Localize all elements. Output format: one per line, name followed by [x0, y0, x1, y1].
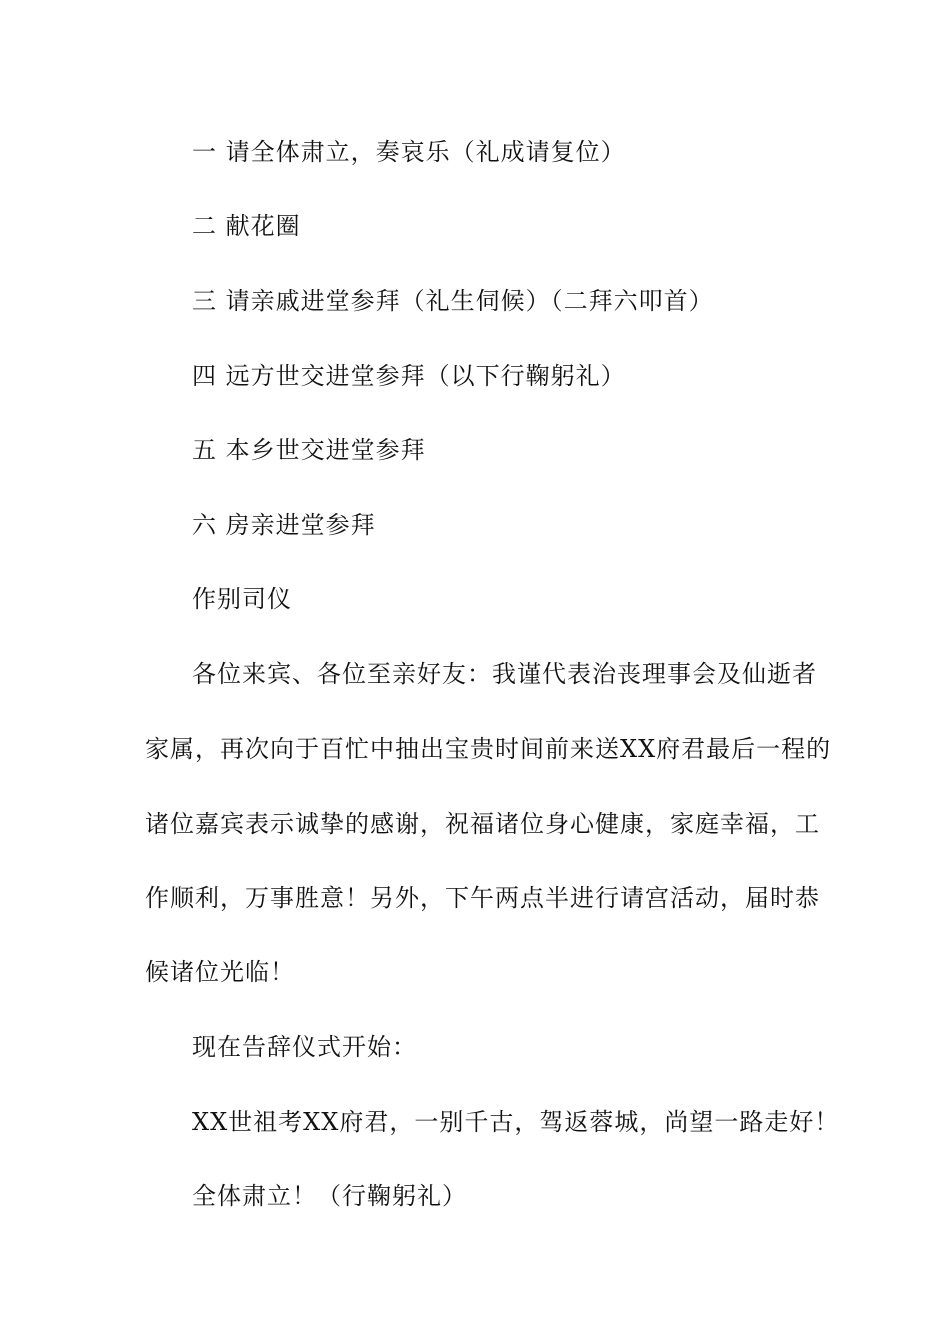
step-4: 四 远方世交进堂参拜（以下行鞠躬礼） — [192, 362, 626, 390]
step-6: 六 房亲进堂参拜 — [192, 511, 376, 539]
paragraph-line: 家属，再次向于百忙中抽出宝贵时间前来送XX府君最后一程的 — [145, 735, 832, 763]
paragraph-line: 各位来宾、各位至亲好友：我谨代表治丧理事会及仙逝者 — [192, 660, 817, 688]
section-heading: 作别司仪 — [192, 585, 292, 613]
final-instruction-line: 全体肃立！（行鞠躬礼） — [192, 1182, 467, 1210]
step-1: 一 请全体肃立，奏哀乐（礼成请复位） — [192, 138, 626, 166]
paragraph-line: 诸位嘉宾表示诚挚的感谢，祝福诸位身心健康，家庭幸福，工 — [145, 810, 820, 838]
farewell-line: XX世祖考XX府君，一别千古，驾返蓉城，尚望一路走好！ — [192, 1108, 840, 1136]
step-5: 五 本乡世交进堂参拜 — [192, 436, 426, 464]
ceremony-start-line: 现在告辞仪式开始： — [192, 1033, 417, 1061]
paragraph-line: 作顺利，万事胜意！另外，下午两点半进行请宫活动，届时恭 — [145, 884, 820, 912]
step-2: 二 献花圈 — [192, 212, 301, 240]
paragraph-line: 候诸位光临！ — [145, 958, 295, 986]
step-3: 三 请亲戚进堂参拜（礼生伺候）（二拜六叩首） — [192, 287, 714, 315]
